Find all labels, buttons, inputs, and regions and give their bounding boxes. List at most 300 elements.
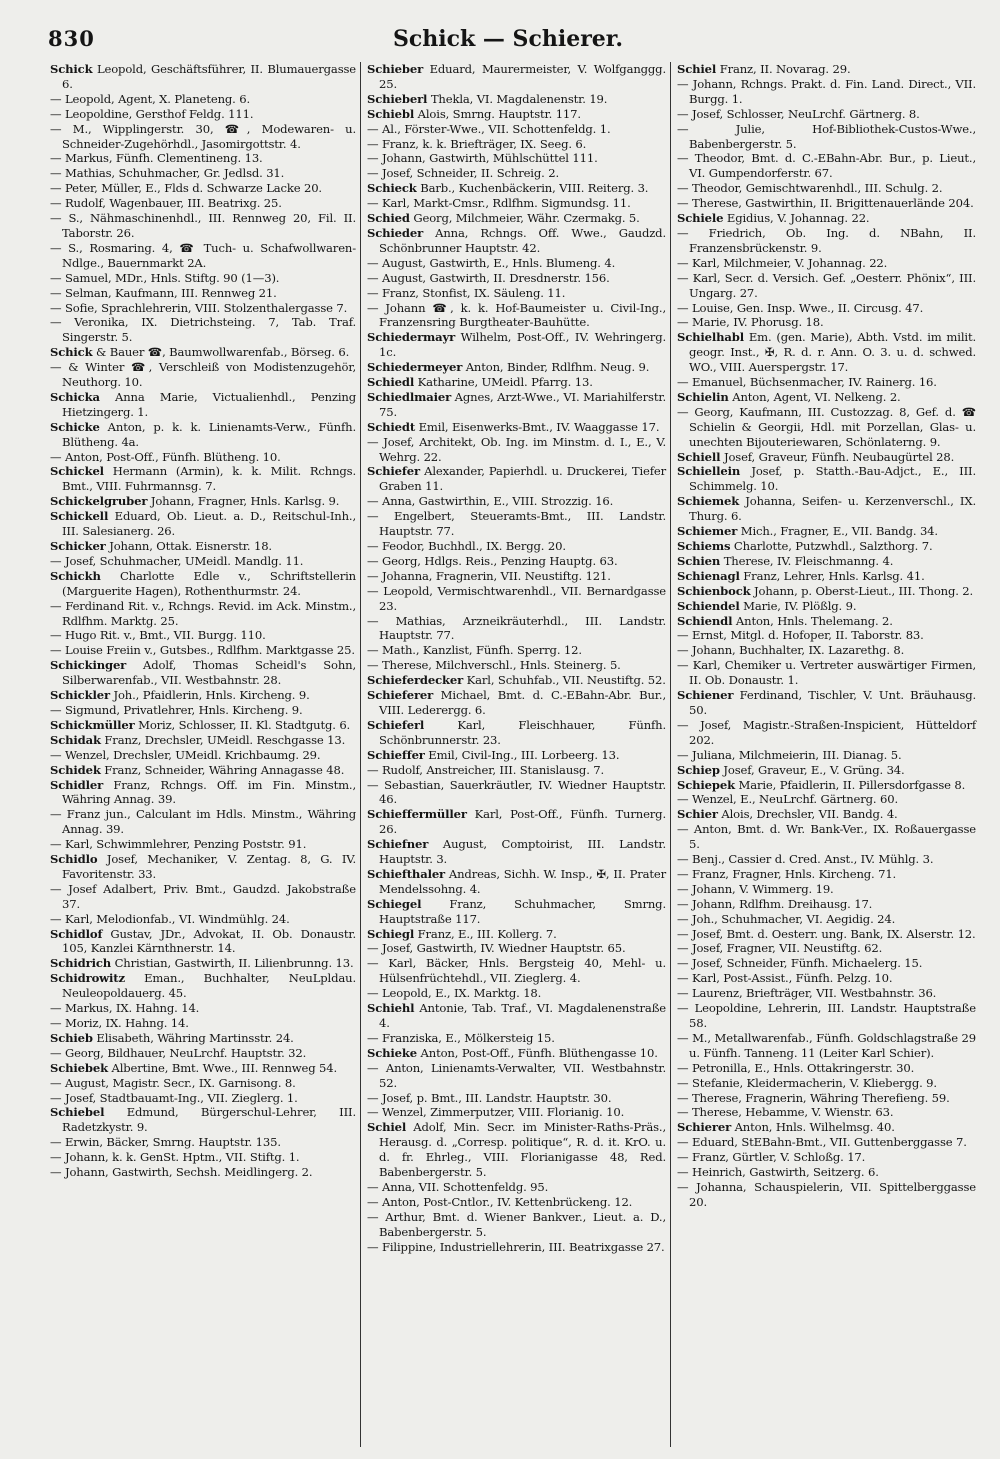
directory-entry	[677, 763, 976, 778]
entry-surname: Schiellein	[677, 464, 741, 479]
entry-details: — Mathias, Arzneikräuterhdl., III. Landstr. Hauptstr. 77.	[367, 613, 666, 643]
directory-entry	[50, 315, 356, 345]
directory-entry	[677, 971, 976, 986]
directory-entry	[367, 1240, 666, 1255]
directory-entry	[677, 315, 976, 330]
directory-entry	[677, 852, 976, 867]
entry-details: — Franz, k. k. Briefträger, IX. Seeg. 6.	[367, 136, 587, 151]
directory-entry	[367, 226, 666, 256]
entry-details: — Johann, k. k. GenSt. Hptm., VII. Stiftg. 1.	[50, 1150, 300, 1165]
entry-details: — Therese, Hebamme, V. Wienstr. 63.	[677, 1105, 894, 1120]
directory-entry	[367, 211, 666, 226]
entry-surname: Schidlof	[50, 926, 103, 941]
entry-columns	[50, 62, 980, 1447]
directory-entry	[677, 658, 976, 688]
directory-entry	[367, 166, 666, 181]
directory-entry	[50, 688, 356, 703]
entry-details: August, Comptoirist, III. Landstr. Hauptstr. 3.	[379, 837, 666, 867]
directory-entry	[367, 778, 666, 808]
entry-surname: Schiebek	[50, 1060, 108, 1075]
entry-details: Karl, Fleischhauer, Fünfh. Schönbrunnerstr. 23.	[379, 717, 666, 747]
entry-details: — Leopold, Agent, X. Planeteng. 6.	[50, 91, 250, 106]
directory-entry	[677, 822, 976, 852]
entry-details: — Therese, Milchverschl., Hnls. Steinerg. 5.	[367, 658, 621, 673]
entry-surname: Schiemer	[677, 524, 738, 539]
entry-details: Thekla, VI. Magdalenenstr. 19.	[427, 91, 608, 106]
entry-details: Johann, p. Oberst-Lieut., III. Thong. 2.	[750, 583, 974, 598]
directory-entry	[50, 658, 356, 688]
entry-details: — Georg, Kaufmann, III. Custozzag. 8, Gef. d. ☎ Schielin & Georgii, Hdl. mit Porzellan, Glas- u. unechten Bijouteriewaren, Schönlaterng. 9.	[677, 404, 976, 449]
directory-entry	[367, 956, 666, 986]
directory-entry	[677, 122, 976, 152]
entry-details: — S., Rosmaring. 4, ☎ Tuch- u. Schafwollwaren-Ndlge., Bauernmarkt 2A.	[50, 240, 356, 270]
directory-entry	[367, 1210, 666, 1240]
entry-details: Therese, IV. Fleischmanng. 4.	[720, 553, 894, 568]
directory-entry	[50, 181, 356, 196]
entry-details: Alexander, Papierhdl. u. Druckerei, Tiefer Graben 11.	[379, 464, 666, 494]
entry-surname: Schienbock	[677, 583, 751, 598]
directory-entry	[50, 62, 356, 92]
entry-details: Anton, Hnls. Wilhelmsg. 40.	[731, 1120, 895, 1135]
entry-surname: Schidrowitz	[50, 971, 125, 986]
directory-entry	[367, 1195, 666, 1210]
directory-entry	[50, 1001, 356, 1016]
directory-entry	[50, 927, 356, 957]
entry-details: Katharine, UMeidl. Pfarrg. 13.	[414, 375, 593, 390]
entry-surname: Schickelgruber	[50, 494, 148, 509]
entry-details: Emil, Eisenwerks-Bmt., IV. Waaggasse 17.	[415, 419, 660, 434]
directory-entry	[367, 1120, 666, 1180]
directory-entry	[677, 718, 976, 748]
directory-entry	[50, 1076, 356, 1091]
directory-entry	[367, 763, 666, 778]
directory-entry	[677, 688, 976, 718]
entry-details: Karl, Post-Off., Fünfh. Turnerg. 26.	[379, 807, 666, 837]
entry-details: — Georg, Bildhauer, NeuLrchf. Hauptstr. 32.	[50, 1045, 307, 1060]
directory-entry	[367, 62, 666, 92]
entry-details: — Josef Adalbert, Priv. Bmt., Gaudzd. Jakobstraße 37.	[50, 881, 356, 911]
entry-surname: Schiel	[677, 62, 717, 76]
directory-entry	[677, 882, 976, 897]
entry-details: — Laurenz, Briefträger, VII. Westbahnstr. 36.	[677, 986, 937, 1001]
entry-surname: Schiendel	[677, 598, 740, 613]
directory-entry	[367, 330, 666, 360]
directory-entry	[50, 345, 356, 360]
entry-surname: Schieferdecker	[367, 673, 464, 688]
entry-details: — Selman, Kaufmann, III. Rennweg 21.	[50, 285, 277, 300]
directory-entry	[50, 837, 356, 852]
directory-entry	[50, 763, 356, 778]
directory-entry	[50, 599, 356, 629]
entry-details: — Karl, Melodionfab., VI. Windmühlg. 24.	[50, 911, 290, 926]
directory-entry	[367, 673, 666, 688]
directory-entry	[50, 882, 356, 912]
entry-details: Anna, Rchngs. Off. Wwe., Gaudzd. Schönbrunner Hauptstr. 42.	[379, 225, 666, 255]
directory-entry	[677, 941, 976, 956]
directory-entry	[367, 494, 666, 509]
entry-details: — & Winter ☎, Verschleiß von Modistenzugehör, Neuthorg. 10.	[50, 360, 356, 390]
directory-entry	[367, 107, 666, 122]
directory-entry	[50, 539, 356, 554]
directory-entry	[677, 211, 976, 226]
directory-entry	[677, 524, 976, 539]
column-3	[670, 62, 980, 1447]
entry-details: Anton, Hnls. Thelemang. 2.	[732, 613, 893, 628]
entry-surname: Schieke	[367, 1045, 418, 1060]
directory-entry	[367, 1105, 666, 1120]
directory-entry	[367, 748, 666, 763]
entry-surname: Schicka	[50, 389, 100, 404]
directory-entry	[50, 211, 356, 241]
entry-details: Josef, Graveur, E., V. Grüng. 34.	[719, 762, 905, 777]
entry-details: — Johanna, Schauspielerin, VII. Spittelberggasse 20.	[677, 1179, 976, 1209]
directory-entry	[367, 941, 666, 956]
entry-details: — Anton, Bmt. d. Wr. Bank-Ver., IX. Roßauergasse 5.	[677, 822, 976, 852]
entry-surname: Schiele	[677, 211, 724, 226]
entry-details: — Anna, VII. Schottenfeldg. 95.	[367, 1179, 549, 1194]
entry-details: — Sigmund, Privatlehrer, Hnls. Kircheng. 9.	[50, 702, 303, 717]
entry-details: Anton, p. k. k. Linienamts-Verw., Fünfh. Blütheng. 4a.	[62, 419, 356, 449]
entry-details: — Johanna, Fragnerin, VII. Neustiftg. 121.	[367, 568, 611, 583]
directory-entry	[50, 1105, 356, 1135]
directory-entry	[367, 584, 666, 614]
entry-surname: Schiebl	[367, 106, 415, 121]
entry-details: Franz, Rchngs. Off. im Fin. Minstm., Währing Annag. 39.	[62, 777, 356, 807]
entry-details: — Veronika, IX. Dietrichsteing. 7, Tab. Traf. Singerstr. 5.	[50, 315, 356, 345]
entry-details: Egidius, V. Johannag. 22.	[723, 211, 870, 226]
directory-entry	[50, 151, 356, 166]
directory-entry	[50, 241, 356, 271]
entry-surname: Schiedermayr	[367, 330, 456, 345]
entry-surname: Schidler	[50, 777, 104, 792]
directory-entry	[677, 226, 976, 256]
directory-entry	[50, 494, 356, 509]
entry-details: — Anna, Gastwirthin, E., VIII. Strozzig. 16.	[367, 494, 614, 509]
entry-details: — Karl, Milchmeier, V. Johannag. 22.	[677, 255, 888, 270]
directory-entry	[50, 554, 356, 569]
entry-details: — Johann, Gastwirth, Sechsh. Meidlingerg. 2.	[50, 1165, 313, 1180]
entry-details: Joh., Pfaidlerin, Hnls. Kircheng. 9.	[109, 688, 310, 703]
directory-entry	[677, 643, 976, 658]
entry-details: Emil, Civil-Ing., III. Lorbeerg. 13.	[424, 747, 620, 762]
entry-details: — Math., Kanzlist, Fünfh. Sperrg. 12.	[367, 643, 582, 658]
entry-surname: Schick	[50, 62, 93, 76]
directory-entry	[50, 912, 356, 927]
entry-details: Michael, Bmt. d. C.-EBahn-Abr. Bur., VIII. Lederergg. 6.	[379, 688, 666, 717]
entry-details: Ferdinand, Tischler, V. Unt. Bräuhausg. 50.	[689, 688, 976, 717]
entry-details: — Petronilla, E., Hnls. Ottakringerstr. 30.	[677, 1060, 915, 1075]
page-number: 830	[48, 26, 95, 51]
entry-details: Christian, Gastwirth, II. Lilienbrunng. 13.	[111, 956, 354, 971]
entry-details: — Franziska, E., Mölkersteig 15.	[367, 1030, 555, 1045]
entry-details: Georg, Milchmeier, Währ. Czermakg. 5.	[409, 211, 640, 226]
entry-details: Alois, Smrng. Hauptstr. 117.	[414, 106, 581, 121]
entry-details: — Arthur, Bmt. d. Wiener Bankver., Lieut. a. D., Babenbergerstr. 5.	[367, 1209, 666, 1239]
entry-details: — S., Nähmaschinenhdl., III. Rennweg 20, Fil. II. Taborstr. 26.	[50, 211, 356, 240]
directory-entry	[677, 62, 976, 77]
entry-details: Alois, Drechsler, VII. Bandg. 4.	[717, 807, 898, 822]
directory-entry	[367, 375, 666, 390]
entry-details: — Markus, Fünfh. Clementineng. 13.	[50, 151, 263, 166]
entry-details: Johann, Fragner, Hnls. Karlsg. 9.	[147, 494, 340, 509]
directory-entry	[50, 1150, 356, 1165]
directory-entry	[367, 420, 666, 435]
entry-details: Anton, Binder, Rdlfhm. Neug. 9.	[462, 360, 650, 375]
entry-details: Mich., Fragner, E., VII. Bandg. 34.	[737, 524, 938, 539]
entry-details: Albertine, Bmt. Wwe., III. Rennweg 54.	[107, 1060, 338, 1075]
entry-details: — Rudolf, Wagenbauer, III. Beatrixg. 25.	[50, 196, 282, 211]
directory-entry	[367, 837, 666, 867]
entry-surname: Schiedermeyer	[367, 360, 463, 375]
entry-details: Adolf, Thomas Scheidl's Sohn, Silberwarenfab., VII. Westbahnstr. 28.	[62, 658, 356, 688]
entry-details: — Karl, Bäcker, Hnls. Bergsteig 40, Mehl- u. Hülsenfrüchtehdl., VII. Zieglerg. 4.	[367, 956, 666, 986]
entry-details: Franz, Schuhmacher, Smrng. Hauptstraße 117.	[379, 896, 666, 926]
directory-entry	[677, 405, 976, 450]
entry-details: — Karl, Chemiker u. Vertreter auswärtiger Firmen, II. Ob. Donaustr. 1.	[677, 658, 976, 688]
entry-surname: Schienagl	[677, 568, 740, 583]
entry-details: & Bauer ☎, Baumwollwarenfab., Börseg. 6.	[92, 345, 350, 360]
directory-entry	[367, 1031, 666, 1046]
directory-entry	[677, 271, 976, 301]
entry-details: Eduard, Maurermeister, V. Wolfganggg. 25.	[379, 62, 666, 91]
entry-details: Karl, Schuhfab., VII. Neustiftg. 52.	[463, 673, 666, 688]
entry-details: Anna Marie, Victualienhdl., Penzing Hietzingerg. 1.	[62, 389, 356, 419]
directory-entry	[677, 494, 976, 524]
directory-entry	[50, 286, 356, 301]
entry-details: — Julie, Hof-Bibliothek-Custos-Wwe., Babenbergerstr. 5.	[677, 121, 976, 151]
directory-entry	[50, 718, 356, 733]
entry-details: — Markus, IX. Hahng. 14.	[50, 1001, 200, 1016]
directory-entry	[677, 1165, 976, 1180]
directory-entry	[367, 867, 666, 897]
entry-details: — Feodor, Buchhdl., IX. Bergg. 20.	[367, 539, 566, 553]
entry-details: — Friedrich, Ob. Ing. d. NBahn, II. Franzensbrückenstr. 9.	[677, 225, 976, 255]
directory-entry	[677, 912, 976, 927]
entry-details: — Josef, Schneider, II. Schreig. 2.	[367, 166, 559, 181]
directory-entry	[367, 435, 666, 465]
entry-details: — Marie, IV. Phorusg. 18.	[677, 315, 824, 330]
directory-entry	[367, 1046, 666, 1061]
entry-surname: Schiehl	[367, 1001, 415, 1016]
directory-entry	[50, 748, 356, 763]
entry-surname: Schieck	[367, 181, 417, 196]
entry-details: Agnes, Arzt-Wwe., VI. Mariahilferstr. 75.	[379, 389, 666, 419]
directory-entry	[50, 778, 356, 808]
directory-entry	[367, 196, 666, 211]
directory-entry	[50, 852, 356, 882]
entry-details: — Franz, Fragner, Hnls. Kircheng. 71.	[677, 866, 897, 881]
directory-entry	[367, 92, 666, 107]
entry-details: — Rudolf, Anstreicher, III. Stanislausg. 7.	[367, 762, 605, 777]
entry-details: — Sebastian, Sauerkräutler, IV. Wiedner Hauptstr. 46.	[367, 777, 666, 807]
directory-entry	[50, 271, 356, 286]
entry-details: — M., Metallwarenfab., Fünfh. Goldschlagstraße 29 u. Fünfh. Tanneng. 11 (Leiter Karl Schier).	[677, 1030, 976, 1060]
directory-entry	[677, 897, 976, 912]
directory-entry	[677, 986, 976, 1001]
directory-entry	[50, 733, 356, 748]
directory-entry	[677, 1180, 976, 1210]
entry-details: — Johann ☎, k. k. Hof-Baumeister u. Civil-Ing., Franzensring Burgtheater-Bauhütte.	[367, 300, 666, 330]
entry-details: — Johann, Rdlfhm. Dreihausg. 17.	[677, 896, 873, 911]
column-2	[360, 62, 670, 1447]
entry-details: Marie, Pfaidlerin, II. Pillersdorfgasse 8.	[734, 777, 966, 792]
entry-details: — Wenzel, E., NeuLrchf. Gärtnerg. 60.	[677, 792, 898, 807]
directory-entry	[367, 360, 666, 375]
entry-details: Franz, E., III. Kollerg. 7.	[414, 926, 557, 941]
directory-entry	[367, 151, 666, 166]
entry-surname: Schickell	[50, 509, 109, 524]
entry-surname: Schielhabl	[677, 330, 744, 345]
directory-entry	[50, 1135, 356, 1150]
entry-details: — Karl, Schwimmlehrer, Penzing Poststr. 91.	[50, 837, 307, 852]
entry-details: — Samuel, MDr., Hnls. Stiftg. 90 (1—3).	[50, 270, 280, 285]
entry-details: Franz, Schneider, Währing Annagasse 48.	[100, 762, 345, 777]
directory-entry	[50, 956, 356, 971]
entry-details: Josef, Graveur, Fünfh. Neubaugürtel 28.	[720, 449, 955, 464]
entry-details: — Moriz, IX. Hahng. 14.	[50, 1016, 189, 1030]
directory-entry	[367, 137, 666, 152]
entry-details: — Leopold, Vermischtwarenhdl., VII. Bernardgasse 23.	[367, 583, 666, 613]
directory-entry	[677, 1120, 976, 1135]
entry-details: Wilhelm, Post-Off., IV. Wehringerg. 1c.	[379, 330, 666, 360]
entry-details: Johann, Ottak. Eisnerstr. 18.	[105, 539, 272, 553]
entry-details: — Johann, Rchngs. Prakt. d. Fin. Land. Direct., VII. Burgg. 1.	[677, 76, 976, 106]
entry-surname: Schickinger	[50, 658, 127, 673]
entry-details: — August, Magistr. Secr., IX. Garnisong. 8.	[50, 1075, 296, 1090]
directory-entry	[367, 181, 666, 196]
entry-details: — Karl, Markt-Cmsr., Rdlfhm. Sigmundsg. 11.	[367, 196, 631, 211]
directory-entry	[367, 718, 666, 748]
directory-entry	[677, 450, 976, 465]
entry-details: — Josef, Schneider, Fünfh. Michaelerg. 15.	[677, 956, 923, 971]
directory-entry	[677, 539, 976, 554]
directory-entry	[50, 509, 356, 539]
directory-entry	[677, 569, 976, 584]
entry-details: Andreas, Sichh. W. Insp., ✠, II. Prater Mendelssohng. 4.	[379, 866, 666, 896]
entry-surname: Schiebel	[50, 1105, 105, 1120]
directory-entry	[50, 196, 356, 211]
directory-entry	[677, 1135, 976, 1150]
directory-entry	[677, 181, 976, 196]
entry-details: — Karl, Post-Assist., Fünfh. Pelzg. 10.	[677, 971, 893, 986]
directory-entry	[50, 643, 356, 658]
directory-entry	[50, 166, 356, 181]
directory-entry	[677, 1150, 976, 1165]
entry-details: — Sofie, Sprachlehrerin, VIII. Stolzenthalergasse 7.	[50, 300, 348, 315]
entry-details: Charlotte Edle v., Schriftstellerin (Marguerite Hagen), Rothenthurmstr. 24.	[62, 568, 356, 598]
entry-details: Eman., Buchhalter, NeuLpldau. Neuleopoldauerg. 45.	[62, 971, 356, 1001]
entry-details: — Josef, Magistr.-Straßen-Inspicient, Hütteldorf 202.	[677, 717, 976, 747]
entry-details: — M., Wipplingerstr. 30, ☎, Modewaren- u. Schneider-Zugehörhdl., Jasomirgottstr. 4.	[50, 121, 356, 151]
directory-entry	[367, 927, 666, 942]
entry-details: — Al., Förster-Wwe., VII. Schottenfeldg. 1.	[367, 121, 611, 136]
entry-details: — Hugo Rit. v., Bmt., VII. Burgg. 110.	[50, 628, 266, 643]
directory-entry	[50, 1016, 356, 1031]
entry-details: — Leopoldine, Lehrerin, III. Landstr. Hauptstraße 58.	[677, 1001, 976, 1030]
entry-details: — August, Gastwirth, II. Dresdnerstr. 156.	[367, 270, 610, 285]
entry-surname: Schicker	[50, 539, 106, 553]
directory-entry	[50, 420, 356, 450]
entry-details: Josef, Mechaniker, V. Zentag. 8, G. IV. Favoritenstr. 33.	[62, 852, 356, 881]
entry-details: — Juliana, Milchmeierin, III. Dianag. 5.	[677, 747, 902, 762]
column-1	[50, 62, 360, 1447]
entry-details: — Franz jun., Calculant im Hdls. Minstm., Währing Annag. 39.	[50, 807, 356, 837]
entry-details: Charlotte, Putzwhdl., Salzthorg. 7.	[730, 539, 933, 553]
directory-entry	[677, 778, 976, 793]
entry-surname: Schien	[677, 553, 721, 568]
directory-entry	[677, 1001, 976, 1031]
directory-entry	[367, 807, 666, 837]
entry-details: Hermann (Armin), k. k. Milit. Rchngs. Bmt., VIII. Fuhrmannsg. 7.	[62, 464, 356, 494]
entry-details: Marie, IV. Plößlg. 9.	[739, 598, 857, 613]
entry-details: — Leopold, E., IX. Marktg. 18.	[367, 986, 542, 1001]
entry-details: — Theodor, Gemischtwarenhdl., III. Schulg. 2.	[677, 181, 943, 196]
entry-surname: Schidrich	[50, 956, 112, 971]
directory-entry	[677, 330, 976, 375]
entry-details: Gustav, JDr., Advokat, II. Ob. Donaustr. 105, Kanzlei Kärnthnerstr. 14.	[62, 926, 356, 956]
entry-details: Edmund, Bürgerschul-Lehrer, III. Radetzkystr. 9.	[62, 1105, 356, 1135]
running-title: Schick — Schierer.	[392, 26, 624, 52]
entry-surname: Schiegl	[367, 926, 415, 941]
directory-entry	[367, 1061, 666, 1091]
directory-entry	[50, 107, 356, 122]
directory-entry	[367, 464, 666, 494]
entry-details: — Josef, Bmt. d. Oesterr. ung. Bank, IX. Alserstr. 12.	[677, 926, 976, 941]
directory-entry	[677, 301, 976, 316]
entry-surname: Schickmüller	[50, 717, 135, 732]
entry-details: — August, Gastwirth, E., Hnls. Blumeng. 4.	[367, 255, 616, 270]
directory-entry	[677, 375, 976, 390]
directory-entry	[50, 1091, 356, 1106]
directory-entry	[50, 92, 356, 107]
entry-details: — Franz, Gürtler, V. Schloßg. 17.	[677, 1150, 866, 1165]
directory-entry	[367, 897, 666, 927]
directory-entry	[367, 569, 666, 584]
directory-entry	[677, 599, 976, 614]
entry-details: — Theodor, Bmt. d. C.-EBahn-Abr. Bur., p. Lieut., VI. Gumpendorferstr. 67.	[677, 151, 976, 181]
directory-entry	[367, 986, 666, 1001]
directory-entry	[677, 956, 976, 971]
entry-details: — Louise Freiin v., Gutsbes., Rdlfhm. Marktgasse 25.	[50, 643, 355, 658]
directory-entry	[50, 569, 356, 599]
directory-entry	[367, 554, 666, 569]
entry-details: Franz, II. Novarag. 29.	[716, 62, 851, 76]
entry-surname: Schiener	[677, 688, 734, 703]
entry-surname: Schicke	[50, 419, 100, 434]
entry-details: Leopold, Geschäftsführer, II. Blumauergasse 6.	[62, 62, 356, 91]
directory-entry	[50, 1046, 356, 1061]
entry-details: — Anton, Post-Cntlor., IV. Kettenbrückeng. 12.	[367, 1194, 633, 1209]
directory-entry	[50, 1061, 356, 1076]
entry-details: Em. (gen. Marie), Abth. Vstd. im milit. geogr. Inst., ✠, R. d. r. Ann. O. 3. u. d. schwed. WO., VIII. Auerspergstr. 17.	[689, 330, 976, 375]
entry-details: — Johann, Gastwirth, Mühlschüttel 111.	[367, 151, 598, 166]
directory-entry	[677, 927, 976, 942]
entry-details: — Georg, Hdlgs. Reis., Penzing Hauptg. 63.	[367, 553, 618, 568]
entry-details: Elisabeth, Währing Martinsstr. 24.	[92, 1030, 294, 1045]
entry-details: Adolf, Min. Secr. im Minister-Raths-Präs., Herausg. d. „Corresp. politique“, R. d. it. KrO. u. d. fr. Ehrleg., VIII. Florianigasse 48, Red. Babenbergerstr. 5.	[379, 1120, 666, 1180]
directory-entry	[367, 509, 666, 539]
directory-entry	[677, 390, 976, 405]
entry-surname: Schickler	[50, 688, 110, 703]
directory-entry	[677, 867, 976, 882]
directory-entry	[677, 584, 976, 599]
directory-entry	[50, 807, 356, 837]
entry-surname: Schier	[677, 807, 718, 822]
entry-surname: Schickel	[50, 464, 104, 479]
entry-surname: Schieber	[367, 62, 424, 76]
entry-details: — Josef, Schuhmacher, UMeidl. Mandlg. 11.	[50, 553, 304, 568]
entry-details: — Emanuel, Büchsenmacher, IV. Rainerg. 16.	[677, 375, 937, 390]
